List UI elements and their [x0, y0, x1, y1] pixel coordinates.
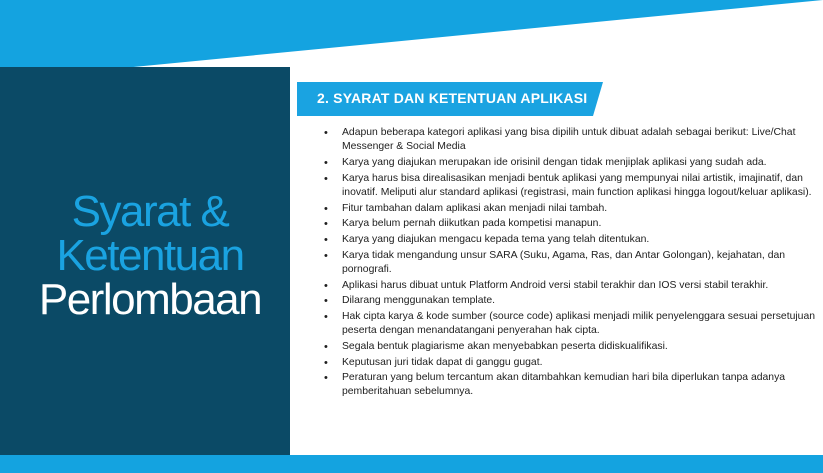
rules-list	[320, 126, 823, 401]
rule-item: • Aplikasi harus dibuat untuk Platform Android versi stabil terakhir dan IOS versi stabil terakhir.	[342, 279, 823, 293]
rule-item: • Karya yang diajukan mengacu kepada tema yang telah ditentukan.	[342, 233, 823, 247]
rule-item: • Karya yang diajukan merupakan ide orisinil dengan tidak menjiplak aplikasi yang sudah ada.	[342, 156, 823, 170]
title-line-3: Perlombaan	[38, 275, 262, 324]
rule-item: • Peraturan yang belum tercantum akan ditambahkan kemudian hari bila diperlukan tanpa adanya pemberitahuan sebelumnya.	[342, 371, 823, 399]
rule-item: • Hak cipta karya & kode sumber (source code) aplikasi menjadi milik penyelenggara sesuai persetujuan peserta dengan menandatangani penyerahan hak cipta.	[342, 310, 823, 338]
rule-item: • Dilarang menggunakan template.	[342, 294, 823, 308]
section-heading-text: 2. SYARAT DAN KETENTUAN APLIKASI	[317, 90, 588, 106]
title-line-2: Ketentuan	[56, 231, 244, 280]
rule-item: • Karya belum pernah diikutkan pada kompetisi manapun.	[342, 217, 823, 231]
rule-item: • Karya tidak mengandung unsur SARA (Suku, Agama, Ras, dan Antar Golongan), kejahatan, dan pornografi.	[342, 249, 823, 277]
title-line-1: Syarat &	[71, 187, 229, 236]
slide-title	[20, 187, 280, 324]
rule-item: • Keputusan juri tidak dapat di ganggu gugat.	[342, 356, 823, 370]
rule-item: • Karya harus bisa direalisasikan menjadi bentuk aplikasi yang mempunyai nilai artistik, imajinatif, dan inovatif. Meliputi alur standard aplikasi (registrasi, main function aplikasi hingga logout/keluar aplikasi).	[342, 172, 823, 200]
rule-item: • Fitur tambahan dalam aplikasi akan menjadi nilai tambah.	[342, 202, 823, 216]
rule-item: • Adapun beberapa kategori aplikasi yang bisa dipilih untuk dibuat adalah sebagai berikut: Live/Chat Messenger & Social Media	[342, 126, 823, 154]
bottom-blue-band	[0, 455, 823, 473]
rule-item: • Segala bentuk plagiarisme akan menyebabkan peserta didiskualifikasi.	[342, 340, 823, 354]
